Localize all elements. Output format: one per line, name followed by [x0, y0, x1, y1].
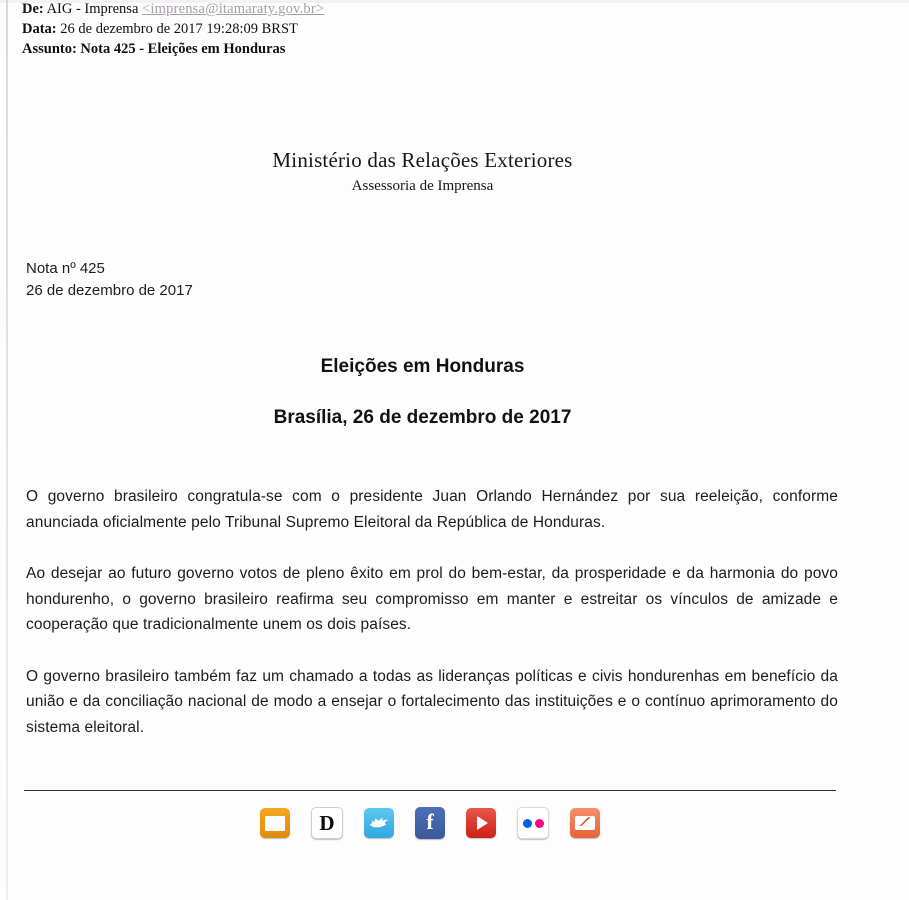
document-body	[26, 484, 838, 740]
email-header-block	[22, 0, 622, 60]
email-from-row	[22, 0, 622, 19]
youtube-glyph	[477, 816, 488, 830]
paragraph: O governo brasileiro também faz um chamado a todas as lideranças políticas e civis hondurenhas em benefício da união e da conciliação nacional de modo a ensejar o fortalecimento das instituições e o contínuo aprimoramento do sistema eleitoral.	[26, 667, 838, 736]
flickr-glyph-blue	[523, 819, 532, 828]
email-from-label: De:	[22, 1, 44, 17]
document-subtitle: Brasília, 26 de dezembro de 2017	[273, 407, 572, 428]
footer-divider	[24, 790, 836, 791]
note-reference	[26, 258, 193, 302]
facebook-glyph: f	[426, 809, 434, 834]
facebook-icon[interactable]	[415, 807, 445, 839]
issuu-glyph	[265, 816, 285, 831]
email-date-label: Data:	[22, 21, 57, 37]
social-links-row	[24, 798, 836, 848]
youtube-icon[interactable]	[466, 808, 496, 838]
flickr-glyph-pink	[535, 819, 544, 828]
email-address-link[interactable]: <imprensa@itamaraty.gov.br>	[142, 1, 325, 17]
department-name: Assessoria de Imprensa	[351, 178, 494, 194]
issuu-icon[interactable]	[260, 808, 290, 838]
scan-left-edge	[6, 0, 8, 900]
email-date-row	[22, 20, 622, 39]
email-icon[interactable]	[570, 808, 600, 838]
paragraph: Ao desejar ao futuro governo votos de pleno êxito em prol do bem-estar, da prosperidade e da harmonia do povo hondurenho, o governo brasileiro reafirma seu compromisso em manter e estreitar os vínculos de amizade e cooperação que tradicionalmente unem os dois países.	[26, 565, 838, 633]
flickr-icon[interactable]	[517, 807, 549, 839]
note-number: Nota nº 425	[26, 260, 105, 277]
paragraph: O governo brasileiro congratula-se com o presidente Juan Orlando Hernández por sua reeleição, conforme anunciada oficialmente pelo Tribunal Supremo Eleitoral da República de Honduras.	[26, 488, 838, 531]
twitter-glyph	[370, 816, 389, 831]
email-subject-row	[22, 40, 622, 59]
document-title: Eleições em Honduras	[320, 356, 525, 377]
dailymotion-glyph: D	[319, 810, 335, 835]
email-subject-label: Assunto:	[22, 41, 77, 57]
letterhead	[0, 148, 845, 195]
email-subject-value: Nota 425 - Eleições em Honduras	[80, 41, 286, 57]
ministry-name: Ministério das Relações Exteriores	[272, 148, 573, 172]
email-glyph	[575, 816, 595, 830]
twitter-icon[interactable]	[364, 808, 394, 838]
dailymotion-icon[interactable]	[311, 807, 343, 839]
note-date: 26 de dezembro de 2017	[26, 282, 193, 299]
email-from-value: AIG - Imprensa	[46, 1, 139, 17]
email-date-value: 26 de dezembro de 2017 19:28:09 BRST	[60, 21, 298, 37]
